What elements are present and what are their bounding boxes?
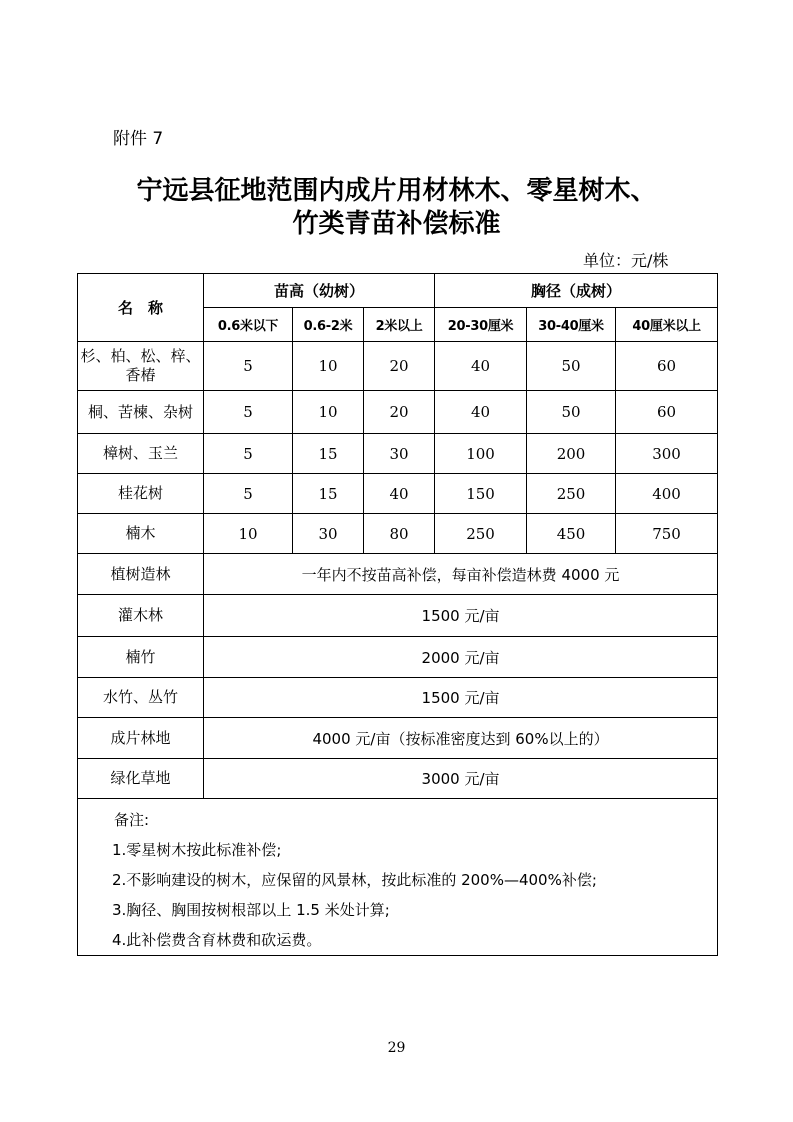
table-cell: 80 bbox=[364, 514, 435, 554]
table-cell: 15 bbox=[293, 474, 364, 514]
note-item: 3.胸径、胸围按树根部以上 1.5 米处计算; bbox=[112, 901, 390, 919]
table-cell: 40 bbox=[435, 391, 527, 434]
note-item: 2.不影响建设的树木，应保留的风景林，按此标准的 200%—400%补偿; bbox=[112, 871, 597, 889]
header-seedling-height: 苗高（幼树） bbox=[204, 274, 435, 308]
row-name: 桐、苦楝、杂树 bbox=[78, 391, 204, 434]
table-row bbox=[78, 595, 718, 637]
table-row bbox=[78, 514, 718, 554]
table-cell: 30 bbox=[364, 434, 435, 474]
table-cell: 250 bbox=[527, 474, 616, 514]
row-name: 绿化草地 bbox=[78, 759, 204, 799]
row-name: 杉、柏、松、梓、香椿 bbox=[78, 342, 204, 391]
subheader-cell: 0.6-2米 bbox=[293, 308, 364, 342]
row-name: 桂花树 bbox=[78, 474, 204, 514]
notes-row bbox=[78, 799, 718, 956]
subheader-cell: 20-30厘米 bbox=[435, 308, 527, 342]
subheader-cell: 0.6米以下 bbox=[204, 308, 293, 342]
table-row bbox=[78, 342, 718, 391]
table-cell: 5 bbox=[204, 434, 293, 474]
row-name: 灌木林 bbox=[78, 595, 204, 637]
wide-row-value: 3000 元/亩 bbox=[204, 759, 718, 799]
header-trunk-diameter: 胸径（成树） bbox=[435, 274, 718, 308]
wide-row-value: 1500 元/亩 bbox=[204, 595, 718, 637]
wide-row-value: 1500 元/亩 bbox=[204, 678, 718, 718]
unit-label: 单位：元/株 bbox=[583, 251, 669, 270]
table-row bbox=[78, 637, 718, 678]
header-name: 名 称 bbox=[78, 274, 204, 342]
table-row bbox=[78, 474, 718, 514]
wide-row-value: 一年内不按苗高补偿，每亩补偿造林费 4000 元 bbox=[204, 554, 718, 595]
row-name: 植树造林 bbox=[78, 554, 204, 595]
table-cell: 10 bbox=[293, 342, 364, 391]
table-cell: 300 bbox=[616, 434, 718, 474]
page-number: 29 bbox=[387, 1040, 406, 1056]
table-cell: 60 bbox=[616, 391, 718, 434]
table-cell: 15 bbox=[293, 434, 364, 474]
table-cell: 100 bbox=[435, 434, 527, 474]
note-item: 1.零星树木按此标准补偿; bbox=[112, 841, 282, 859]
row-name: 楠木 bbox=[78, 514, 204, 554]
notes-cell bbox=[78, 799, 718, 956]
table-row bbox=[78, 759, 718, 799]
wide-row-value: 2000 元/亩 bbox=[204, 637, 718, 678]
table-cell: 750 bbox=[616, 514, 718, 554]
note-item: 4.此补偿费含育林费和砍运费。 bbox=[112, 931, 322, 949]
table-row bbox=[78, 554, 718, 595]
notes-title: 备注: bbox=[114, 811, 150, 829]
table-cell: 5 bbox=[204, 474, 293, 514]
attachment-label: 附件 7 bbox=[113, 129, 164, 149]
compensation-table bbox=[77, 273, 718, 956]
table-cell: 50 bbox=[527, 342, 616, 391]
table-cell: 20 bbox=[364, 391, 435, 434]
table-cell: 20 bbox=[364, 342, 435, 391]
table-cell: 200 bbox=[527, 434, 616, 474]
row-name: 成片林地 bbox=[78, 718, 204, 759]
table-cell: 30 bbox=[293, 514, 364, 554]
table-cell: 50 bbox=[527, 391, 616, 434]
table-cell: 400 bbox=[616, 474, 718, 514]
subheader-cell: 30-40厘米 bbox=[527, 308, 616, 342]
table-cell: 450 bbox=[527, 514, 616, 554]
table-cell: 150 bbox=[435, 474, 527, 514]
document-title-line-1: 宁远县征地范围内成片用材林木、零星树木、 bbox=[136, 176, 657, 206]
table-row bbox=[78, 434, 718, 474]
subheader-cell: 40厘米以上 bbox=[616, 308, 718, 342]
table-row bbox=[78, 391, 718, 434]
table-cell: 40 bbox=[364, 474, 435, 514]
table-row bbox=[78, 678, 718, 718]
document-title-line-2: 竹类青苗补偿标准 bbox=[292, 209, 501, 239]
wide-row-value: 4000 元/亩（按标准密度达到 60%以上的） bbox=[204, 718, 718, 759]
subheader-cell: 2米以上 bbox=[364, 308, 435, 342]
row-name: 楠竹 bbox=[78, 637, 204, 678]
table-cell: 10 bbox=[204, 514, 293, 554]
row-name: 樟树、玉兰 bbox=[78, 434, 204, 474]
row-name: 水竹、丛竹 bbox=[78, 678, 204, 718]
table-cell: 250 bbox=[435, 514, 527, 554]
table-cell: 60 bbox=[616, 342, 718, 391]
table-cell: 5 bbox=[204, 342, 293, 391]
table-cell: 5 bbox=[204, 391, 293, 434]
table-cell: 40 bbox=[435, 342, 527, 391]
table-cell: 10 bbox=[293, 391, 364, 434]
table-row bbox=[78, 718, 718, 759]
